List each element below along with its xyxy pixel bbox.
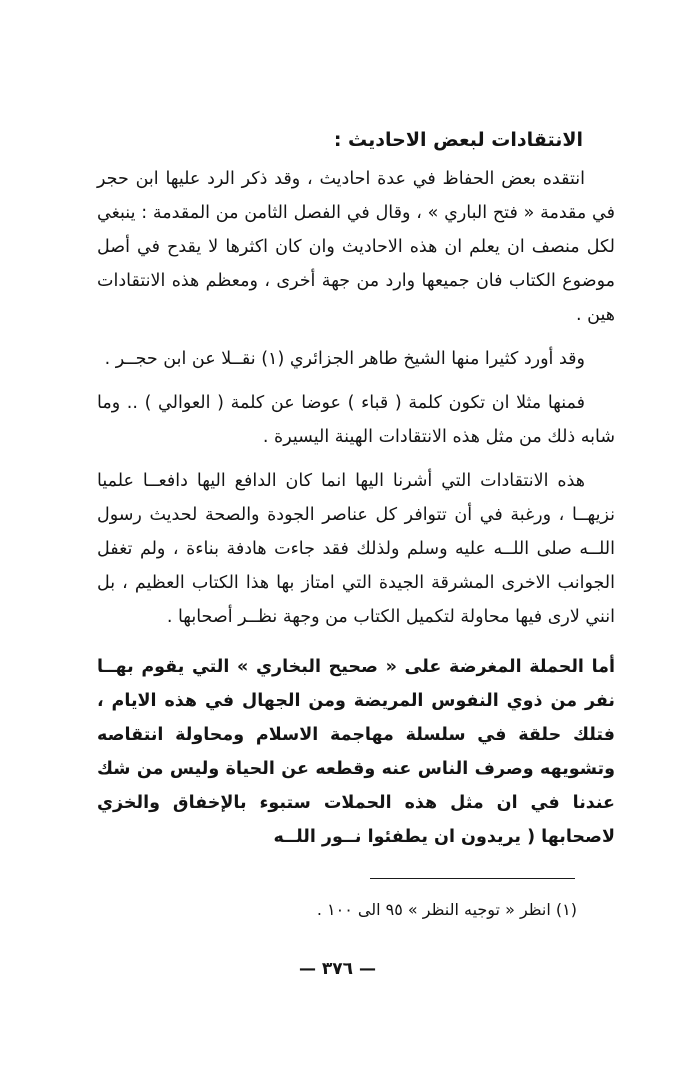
section-heading: الانتقادات لبعض الاحاديث : (333, 129, 583, 151)
paragraph-hostile-campaign: أما الحملة المغرضة على « صحيح البخاري » التي يقوم بهــا نفر من ذوي النفوس المريضة ومن الجهال في هذه الايام ، فتلك حلقة في سلسلة مهاجمة الاسلام ومحاولة انتقاصه وتشويهه وصرف الناس عنه وقطعه عن الحياة وليس من شك عندنا في ان مثل هذه الحملات ستبوء بالإخفاق والخزي لاصحابها ( يريدون ان يطفئوا نــور اللــه (97, 657, 615, 847)
paragraph-motive: هذه الانتقادات التي أشرنا اليها انما كان الدافع اليها دافعــا علميا نزيهــا ، ورغبة في أن تتوافر كل عناصر الجودة والصحة لحديث رسول اللــه صلى اللــه عليه وسلم ولذلك فقد جاءت هادفة بناءة ، ولم تغفل الجوانب الاخرى المشرقة الجيدة التي امتاز بها هذا الكتاب العظيم ، بل انني لارى فيها محاولة لتكميل الكتاب من وجهة نظــر أصحابها . (97, 471, 615, 627)
main-text (97, 162, 615, 854)
paragraph-taher-jazairi: وقد أورد كثيرا منها الشيخ طاهر الجزائري (١) نقــلا عن ابن حجــر . (104, 349, 585, 369)
page-number: — ٣٧٦ — (299, 959, 376, 979)
paragraph-examples: فمنها مثلا ان تكون كلمة ( قباء ) عوضا عن كلمة ( العوالي ) .. وما شابه ذلك من مثل هذه الانتقادات الهينة اليسيرة . (97, 393, 615, 447)
footnote-divider (370, 878, 575, 879)
paragraph-criticisms-intro: انتقده بعض الحفاظ في عدة احاديث ، وقد ذكر الرد عليها ابن حجر في مقدمة « فتح الباري » ، وقال في الفصل الثامن من المقدمة : ينبغي لكل منصف ان يعلم ان هذه الاحاديث وان كان اكثرها لا يقدح في أصل موضوع الكتاب فان جميعها وارد من جهة أخرى ، ومعظم هذه الانتقادات هين . (97, 169, 615, 325)
footnote: (١) انظر « توجيه النظر » ٩٥ الى ١٠٠ . (316, 900, 577, 919)
